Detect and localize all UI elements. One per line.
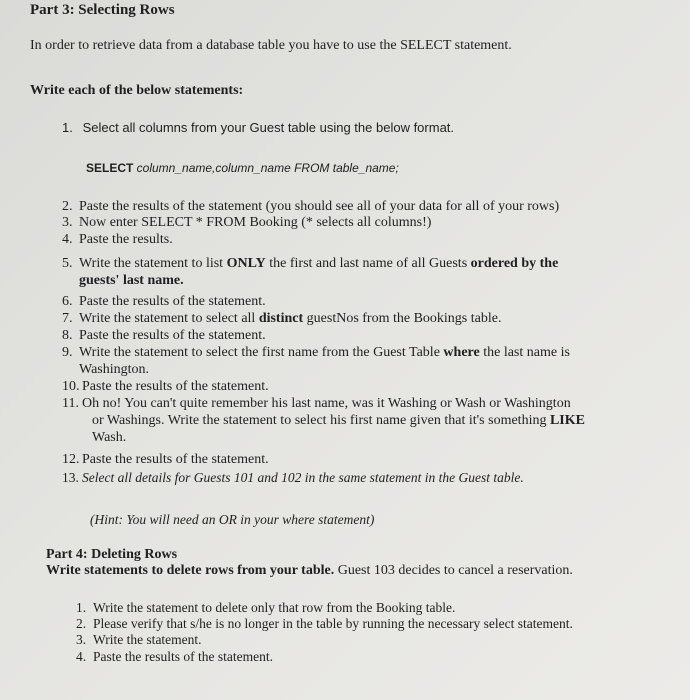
p3-item-10-num: 10.	[62, 379, 80, 394]
p3-item-10-text: Paste the results of the statement.	[82, 379, 269, 394]
p3-item-11-c: LIKE	[549, 413, 585, 428]
p3-item-8	[62, 328, 266, 344]
p3-item-13-text: Select all details for Guests 101 and 102 in the same statement in the Guest table.	[82, 470, 524, 485]
p3-item-9-b: where	[443, 345, 480, 360]
p3-item-11-num: 11.	[62, 396, 79, 411]
p3-item-8-num: 8.	[62, 328, 73, 343]
p3-item-5-b: ONLY	[226, 256, 266, 271]
select-format-rest: column_name,column_name FROM table_name;	[136, 161, 399, 175]
p3-item-9-cont: Washington.	[79, 362, 150, 377]
p3-item-5-cont: guests' last name.	[79, 273, 184, 288]
p4-item-2	[76, 616, 573, 632]
p3-item-12-text: Paste the results of the statement.	[82, 452, 269, 467]
part4-intro-rest: Guest 103 decides to cancel a reservation.	[334, 563, 573, 578]
part4-intro-bold: Write statements to delete rows from your table.	[46, 563, 335, 578]
p3-item-5	[62, 256, 558, 272]
p3-item-13-num: 13.	[62, 470, 79, 485]
p4-item-2-text: Please verify that s/he is no longer in the table by running the necessary select statement.	[93, 616, 573, 631]
p3-item-11-a: Oh no! You can't quite remember his last name, was it Washing or Wash or Washington	[82, 396, 571, 411]
p3-item-11-cont	[92, 413, 585, 429]
part3-instruction: Write each of the below statements:	[30, 83, 244, 98]
p3-item-7-b: distinct	[258, 311, 304, 326]
p4-item-1-text: Write the statement to delete only that row from the Booking table.	[93, 600, 456, 615]
part3-title: Part 3: Selecting Rows	[30, 2, 175, 18]
p3-item-2-num: 2.	[62, 199, 73, 214]
p4-item-3-num: 3.	[76, 632, 87, 647]
select-format	[86, 160, 399, 176]
p3-item-4-text: Paste the results.	[79, 232, 173, 247]
p3-item-5-d: ordered by the	[470, 256, 559, 271]
p3-item-5-c: the first and last name of all Guests	[265, 256, 471, 271]
p3-item-3	[62, 215, 431, 231]
p3-item-12-num: 12.	[62, 452, 80, 467]
p4-item-4	[76, 649, 273, 665]
p4-item-2-num: 2.	[76, 616, 87, 631]
p3-item-4	[62, 232, 173, 248]
p3-item-4-num: 4.	[62, 232, 73, 247]
p3-item-6	[62, 294, 266, 310]
p3-item-8-text: Paste the results of the statement.	[79, 328, 266, 343]
p4-item-3-text: Write the statement.	[93, 632, 202, 647]
p3-item-1-text: Select all columns from your Guest table using the below format.	[82, 120, 455, 135]
p4-item-1-num: 1.	[76, 600, 87, 615]
p3-item-2	[62, 199, 559, 215]
p3-item-9-num: 9.	[62, 345, 73, 360]
p4-item-1	[76, 600, 455, 616]
p3-item-10	[62, 379, 269, 395]
part4-intro	[46, 563, 573, 579]
p3-item-6-num: 6.	[62, 294, 73, 309]
p3-item-7-c: guestNos from the Bookings table.	[303, 311, 502, 326]
p3-item-11	[62, 396, 571, 412]
p3-item-11-cont2: Wash.	[92, 430, 127, 445]
p3-item-7-num: 7.	[62, 311, 73, 326]
p3-item-9-a: Write the statement to select the first name from the Guest Table	[79, 345, 444, 360]
p3-item-13	[62, 470, 524, 486]
p3-item-6-text: Paste the results of the statement.	[79, 294, 266, 309]
p3-item-9	[62, 345, 570, 361]
p3-item-5-num: 5.	[62, 256, 73, 271]
part4-title: Part 4: Deleting Rows	[46, 547, 178, 562]
p3-item-2-text: Paste the results of the statement (you should see all of your data for all of your rows)	[79, 199, 560, 214]
p3-item-7	[62, 311, 501, 327]
p3-item-3-num: 3.	[62, 215, 73, 230]
hint: (Hint: You will need an OR in your where statement)	[90, 512, 375, 527]
p4-item-4-text: Paste the results of the statement.	[93, 649, 273, 664]
p4-item-3	[76, 632, 202, 648]
select-format-keyword: SELECT	[86, 161, 137, 175]
p3-item-5-a: Write the statement to list	[79, 256, 227, 271]
p3-item-11-b: or Washings. Write the statement to select his first name given that it's something	[92, 413, 550, 428]
part3-intro: In order to retrieve data from a database table you have to use the SELECT statement.	[30, 38, 512, 53]
p3-item-9-c: the last name is	[479, 345, 570, 360]
p3-item-1-num: 1.	[62, 120, 73, 135]
p4-item-4-num: 4.	[76, 649, 87, 664]
p3-item-7-a: Write the statement to select all	[79, 311, 259, 326]
p3-item-12	[62, 452, 269, 468]
p3-item-3-text: Now enter SELECT * FROM Booking (* selects all columns!)	[79, 215, 432, 230]
p3-item-1	[62, 120, 454, 136]
